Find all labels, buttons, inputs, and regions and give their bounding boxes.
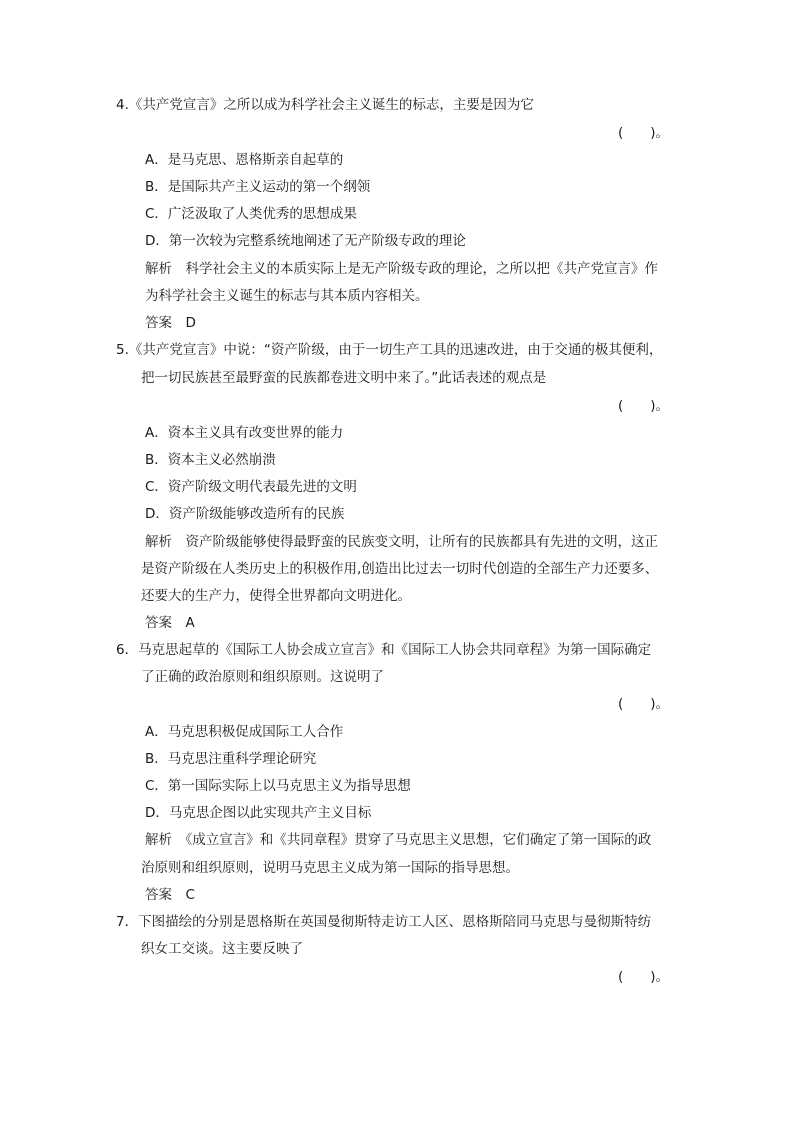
question-4-option-c: C．广泛汲取了人类优秀的思想成果 <box>145 206 357 222</box>
question-6-option-a: A．马克思积极促成国际工人合作 <box>145 724 344 740</box>
question-6-option-c: C．第一国际实际上以马克思主义为指导思想 <box>145 778 411 794</box>
question-6-stem-line-1: 6．马克思起草的《国际工人协会成立宣言》和《国际工人协会共同章程》为第一国际确定 <box>116 642 652 658</box>
question-6-answer-blank: ( )。 <box>618 696 670 712</box>
question-5-analysis-line-1: 解析 资产阶级能够使得最野蛮的民族变文明，让所有的民族都具有先进的文明，这正 <box>145 534 658 550</box>
question-4-stem: 4.《共产党宣言》之所以成为科学社会主义诞生的标志，主要是因为它 <box>116 97 534 113</box>
question-5-option-d: D．资产阶级能够改造所有的民族 <box>145 506 345 522</box>
question-5-answer: 答案 A <box>145 615 195 631</box>
question-4-option-d: D．第一次较为完整系统地阐述了无产阶级专政的理论 <box>145 233 466 249</box>
question-4-answer-blank: ( )。 <box>618 125 670 141</box>
question-5-answer-blank: ( )。 <box>618 398 670 414</box>
question-6-option-d: D．马克思企图以此实现共产主义目标 <box>145 805 372 821</box>
question-5-stem-line-2: 把一切民族甚至最野蛮的民族都卷进文明中来了。”此话表述的观点是 <box>141 370 547 386</box>
question-4-analysis-line-1: 解析 科学社会主义的本质实际上是无产阶级专政的理论，之所以把《共产党宣言》作 <box>145 261 658 277</box>
question-7-answer-blank: ( )。 <box>618 969 670 985</box>
question-4-option-b: B．是国际共产主义运动的第一个纲领 <box>145 179 371 195</box>
question-4-option-a: A．是马克思、恩格斯亲自起草的 <box>145 152 344 168</box>
question-7-stem-line-2: 织女工交谈。这主要反映了 <box>141 941 303 957</box>
question-5-option-c: C．资产阶级文明代表最先进的文明 <box>145 479 357 495</box>
question-5-option-a: A．资本主义具有改变世界的能力 <box>145 425 344 441</box>
question-4-answer: 答案 D <box>145 315 196 331</box>
question-7-stem-line-1: 7．下图描绘的分别是恩格斯在英国曼彻斯特走访工人区、恩格斯陪同马克思与曼彻斯特纺 <box>116 914 652 930</box>
question-6-analysis-line-1: 解析 《成立宣言》和《共同章程》贯穿了马克思主义思想，它们确定了第一国际的政 <box>145 832 652 848</box>
question-5-stem-line-1: 5.《共产党宣言》中说：“资产阶级，由于一切生产工具的迅速改进，由于交通的极其便利， <box>116 342 663 358</box>
question-6-option-b: B．马克思注重科学理论研究 <box>145 751 317 767</box>
question-5-option-b: B．资本主义必然崩溃 <box>145 452 276 468</box>
question-5-analysis-line-3: 还要大的生产力，使得全世界都向文明进化。 <box>141 588 411 604</box>
question-6-analysis-line-2: 治原则和组织原则，说明马克思主义成为第一国际的指导思想。 <box>141 860 519 876</box>
question-6-stem-line-2: 了正确的政治原则和组织原则。这说明了 <box>141 669 384 685</box>
question-6-answer: 答案 C <box>145 887 195 903</box>
question-5-analysis-line-2: 是资产阶级在人类历史上的积极作用,创造出比过去一切时代创造的全部生产力还要多、 <box>141 561 659 577</box>
question-4-analysis-line-2: 为科学社会主义诞生的标志与其本质内容相关。 <box>145 288 429 304</box>
